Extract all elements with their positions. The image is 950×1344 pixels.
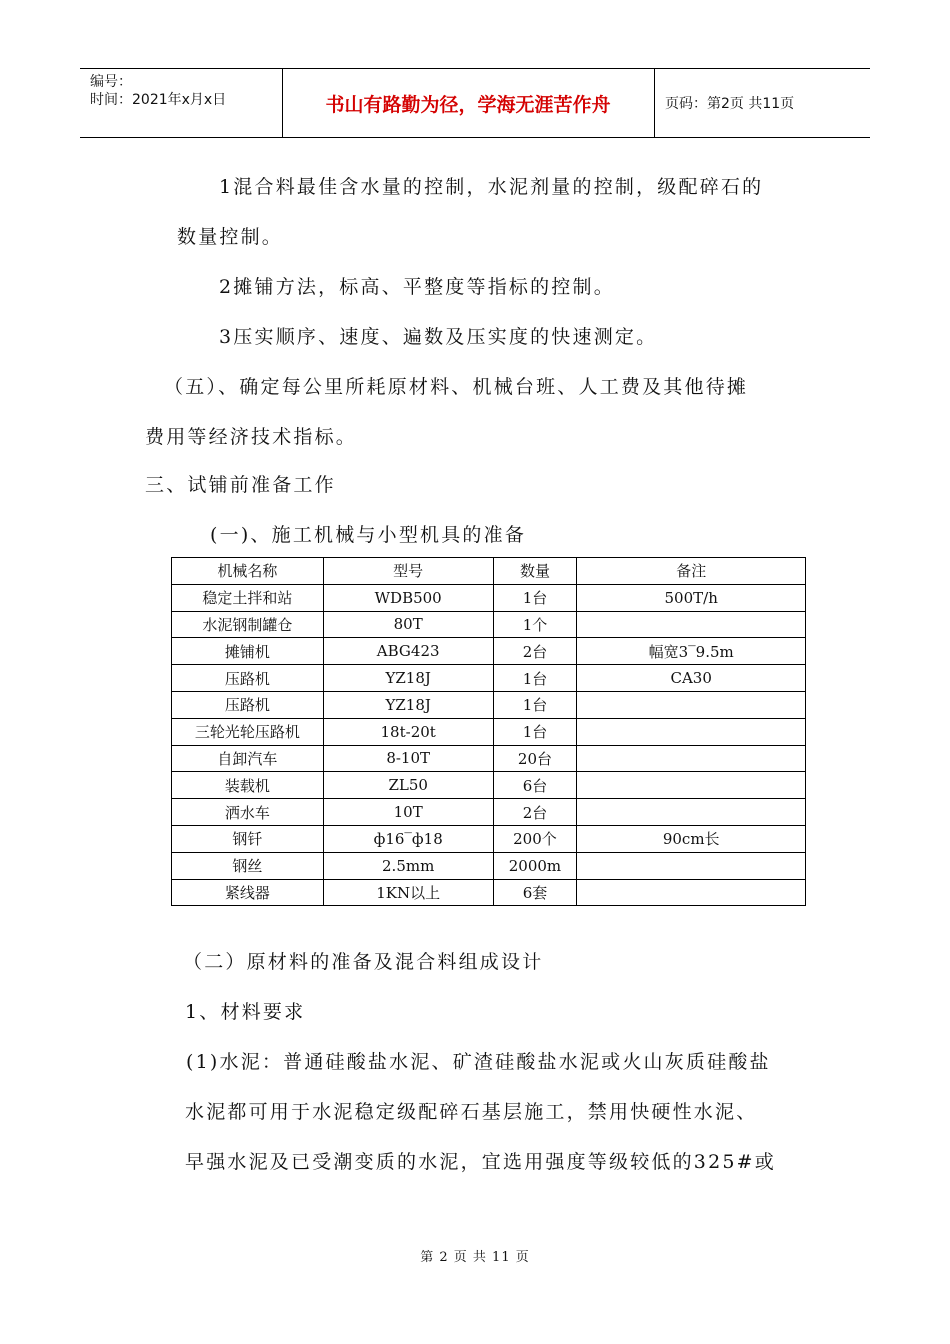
table-row xyxy=(172,772,806,799)
paragraph-1-line-2: 数量控制。 xyxy=(177,226,284,248)
table-cell: 水泥钢制罐仓 xyxy=(172,611,324,638)
table-row xyxy=(172,584,806,611)
table-row xyxy=(172,745,806,772)
table-cell: 压路机 xyxy=(172,691,324,718)
table-row xyxy=(172,825,806,852)
table-cell: 200个 xyxy=(493,825,577,852)
material-requirements-heading: 1、材料要求 xyxy=(185,1001,306,1023)
table-cell: 1台 xyxy=(493,691,577,718)
table-cell: ABG423 xyxy=(323,638,493,665)
table-cell: 90cm长 xyxy=(577,825,806,852)
table-cell: 摊铺机 xyxy=(172,638,324,665)
table-cell: 稳定土拌和站 xyxy=(172,584,324,611)
table-cell: 幅宽3‾9.5m xyxy=(577,638,806,665)
table-cell xyxy=(577,879,806,906)
table-cell: 三轮光轮压路机 xyxy=(172,718,324,745)
table-cell: 2台 xyxy=(493,799,577,826)
cement-paragraph-line-2: 水泥都可用于水泥稳定级配碎石基层施工，禁用快硬性水泥、 xyxy=(185,1101,758,1123)
table-header-cell: 备注 xyxy=(577,558,806,585)
page-footer: 第 2 页 共 11 页 xyxy=(420,1250,530,1265)
page-header xyxy=(80,68,870,138)
table-cell: 装载机 xyxy=(172,772,324,799)
table-cell xyxy=(577,611,806,638)
table-cell: YZ18J xyxy=(323,691,493,718)
table-cell: 1台 xyxy=(493,584,577,611)
table-cell: ф16‾ф18 xyxy=(323,825,493,852)
paragraph-2: 2摊铺方法，标高、平整度等指标的控制。 xyxy=(219,276,615,298)
table-cell xyxy=(577,799,806,826)
table-cell: 10T xyxy=(323,799,493,826)
table-cell: 1个 xyxy=(493,611,577,638)
table-header-row xyxy=(172,558,806,585)
cement-paragraph-line-1: (1)水泥：普通硅酸盐水泥、矿渣硅酸盐水泥或火山灰质硅酸盐 xyxy=(186,1051,771,1073)
subsection-heading-2: （二）原材料的准备及混合料组成设计 xyxy=(183,951,544,973)
table-cell: 1KN以上 xyxy=(323,879,493,906)
table-cell: 2000m xyxy=(493,852,577,879)
header-meta xyxy=(80,69,283,137)
table-cell: 自卸汽车 xyxy=(172,745,324,772)
table-cell: 紧线器 xyxy=(172,879,324,906)
table-cell: 6台 xyxy=(493,772,577,799)
table-cell: 钢钎 xyxy=(172,825,324,852)
table-cell: 18t-20t xyxy=(323,718,493,745)
table-row xyxy=(172,799,806,826)
table-cell: 洒水车 xyxy=(172,799,324,826)
table-cell xyxy=(577,718,806,745)
table-row xyxy=(172,852,806,879)
doc-number-label: 编号： xyxy=(90,74,132,90)
table-cell: 2.5mm xyxy=(323,852,493,879)
table-cell: WDB500 xyxy=(323,584,493,611)
section-heading-3: 三、试铺前准备工作 xyxy=(145,474,336,496)
table-cell: 钢丝 xyxy=(172,852,324,879)
table-row xyxy=(172,879,806,906)
table-cell: YZ18J xyxy=(323,665,493,692)
table-header-cell: 数量 xyxy=(493,558,577,585)
table-cell xyxy=(577,691,806,718)
paragraph-4-line-2: 费用等经济技术指标。 xyxy=(145,426,358,448)
table-cell: 500T/h xyxy=(577,584,806,611)
table-cell: 1台 xyxy=(493,718,577,745)
paragraph-3: 3压实顺序、速度、遍数及压实度的快速测定。 xyxy=(219,326,658,348)
table-row xyxy=(172,611,806,638)
table-cell: 6套 xyxy=(493,879,577,906)
header-page-info xyxy=(655,69,870,137)
table-header-cell: 型号 xyxy=(323,558,493,585)
table-cell: 1台 xyxy=(493,665,577,692)
subsection-heading-1: (一)、施工机械与小型机具的准备 xyxy=(210,524,527,546)
equipment-table xyxy=(171,557,806,906)
page-indicator: 页码：第2页 共11页 xyxy=(665,96,795,112)
table-cell: ZL50 xyxy=(323,772,493,799)
paragraph-1-line-1: 1混合料最佳含水量的控制，水泥剂量的控制，级配碎石的 xyxy=(219,176,764,198)
table-cell: 压路机 xyxy=(172,665,324,692)
table-cell: 20台 xyxy=(493,745,577,772)
doc-date-label: 时间：2021年x月x日 xyxy=(90,92,227,108)
table-cell: 8-10T xyxy=(323,745,493,772)
table-row xyxy=(172,638,806,665)
cement-paragraph-line-3: 早强水泥及已受潮变质的水泥，宜选用强度等级较低的325#或 xyxy=(185,1151,776,1173)
table-cell: 80T xyxy=(323,611,493,638)
table-row xyxy=(172,718,806,745)
table-cell xyxy=(577,745,806,772)
table-cell xyxy=(577,772,806,799)
table-row xyxy=(172,691,806,718)
table-cell xyxy=(577,852,806,879)
table-cell: 2台 xyxy=(493,638,577,665)
paragraph-4-line-1: （五）、确定每公里所耗原材料、机械台班、人工费及其他待摊 xyxy=(164,376,749,398)
table-cell: CA30 xyxy=(577,665,806,692)
table-row xyxy=(172,665,806,692)
header-motto: 书山有路勤为径，学海无涯苦作舟 xyxy=(282,69,655,137)
table-header-cell: 机械名称 xyxy=(172,558,324,585)
